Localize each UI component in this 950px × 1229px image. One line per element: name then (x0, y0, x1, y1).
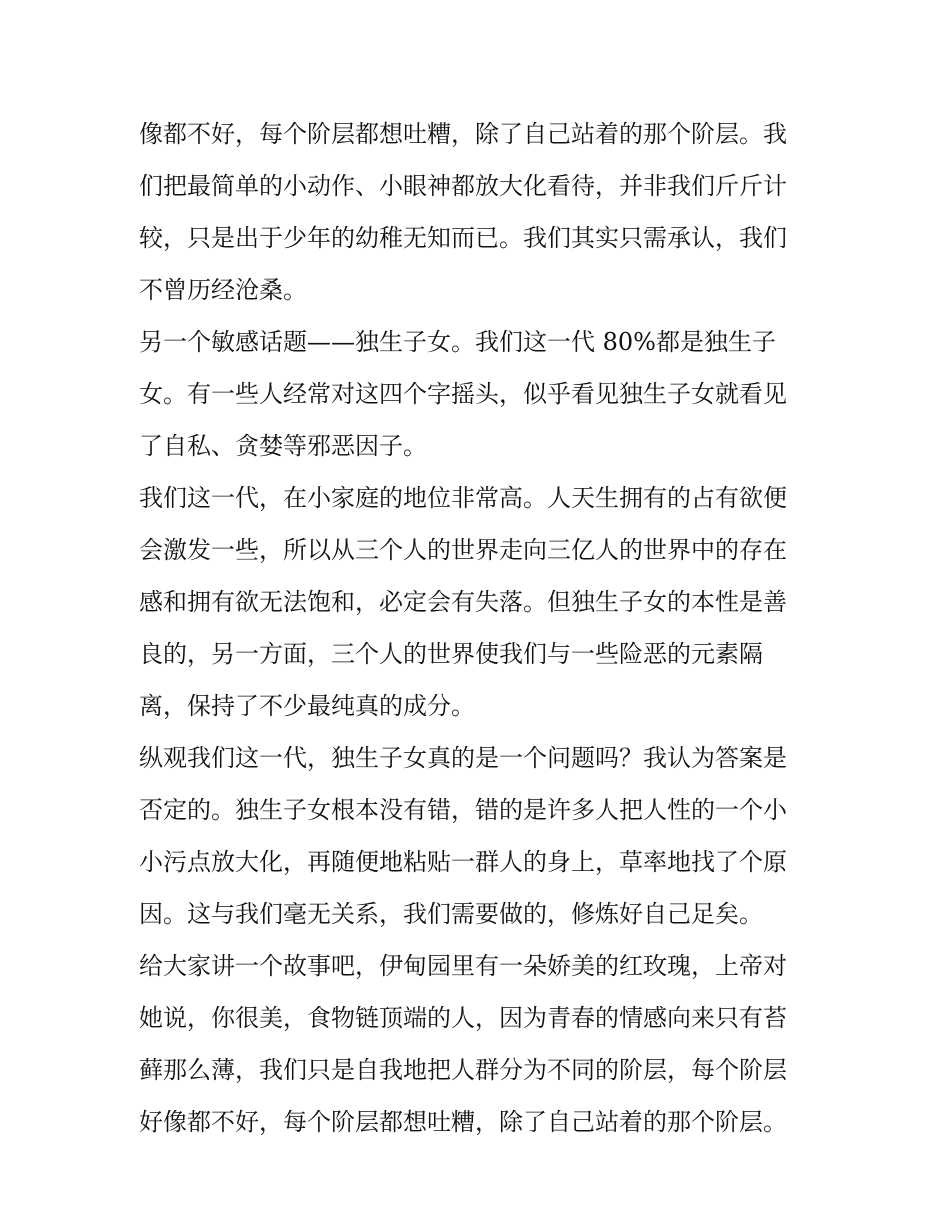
text-line: 女。有一些人经常对这四个字摇头，似乎看见独生子女就看见 (139, 380, 787, 408)
text-line: 因。这与我们毫无关系，我们需要做的，修炼好自己足矣。 (139, 900, 763, 928)
text-line: 藓那么薄，我们只是自我地把人群分为不同的阶层，每个阶层 (139, 1056, 787, 1084)
text-line: 感和拥有欲无法饱和，必定会有失落。但独生子女的本性是善 (139, 588, 787, 616)
text-line: 小污点放大化，再随便地粘贴一群人的身上，草率地找了个原 (139, 848, 787, 876)
text-line: 较，只是出于少年的幼稚无知而已。我们其实只需承认，我们 (139, 224, 787, 252)
text-line: 像都不好，每个阶层都想吐糟，除了自己站着的那个阶层。我 (139, 120, 787, 148)
text-line: 给大家讲一个故事吧，伊甸园里有一朵娇美的红玫瑰，上帝对 (139, 952, 787, 980)
text-line: 她说，你很美，食物链顶端的人，因为青春的情感向来只有苔 (139, 1004, 787, 1032)
body-text (139, 108, 819, 1148)
text-line: 另一个敏感话题——独生子女。我们这一代 80%都是独生子 (139, 328, 776, 356)
text-line: 良的，另一方面，三个人的世界使我们与一些险恶的元素隔 (139, 640, 763, 668)
text-line: 了自私、贪婪等邪恶因子。 (139, 432, 427, 460)
text-line: 好像都不好，每个阶层都想吐糟，除了自己站着的那个阶层。 (139, 1108, 787, 1136)
text-line: 我们这一代，在小家庭的地位非常高。人天生拥有的占有欲便 (139, 484, 787, 512)
text-line: 不曾历经沧桑。 (139, 276, 307, 304)
text-line: 离，保持了不少最纯真的成分。 (139, 692, 475, 720)
text-line: 会激发一些，所以从三个人的世界走向三亿人的世界中的存在 (139, 536, 787, 564)
text-line: 纵观我们这一代，独生子女真的是一个问题吗？我认为答案是 (139, 744, 787, 772)
text-line: 们把最简单的小动作、小眼神都放大化看待，并非我们斤斤计 (139, 172, 787, 200)
text-line: 否定的。独生子女根本没有错，错的是许多人把人性的一个小 (139, 796, 787, 824)
